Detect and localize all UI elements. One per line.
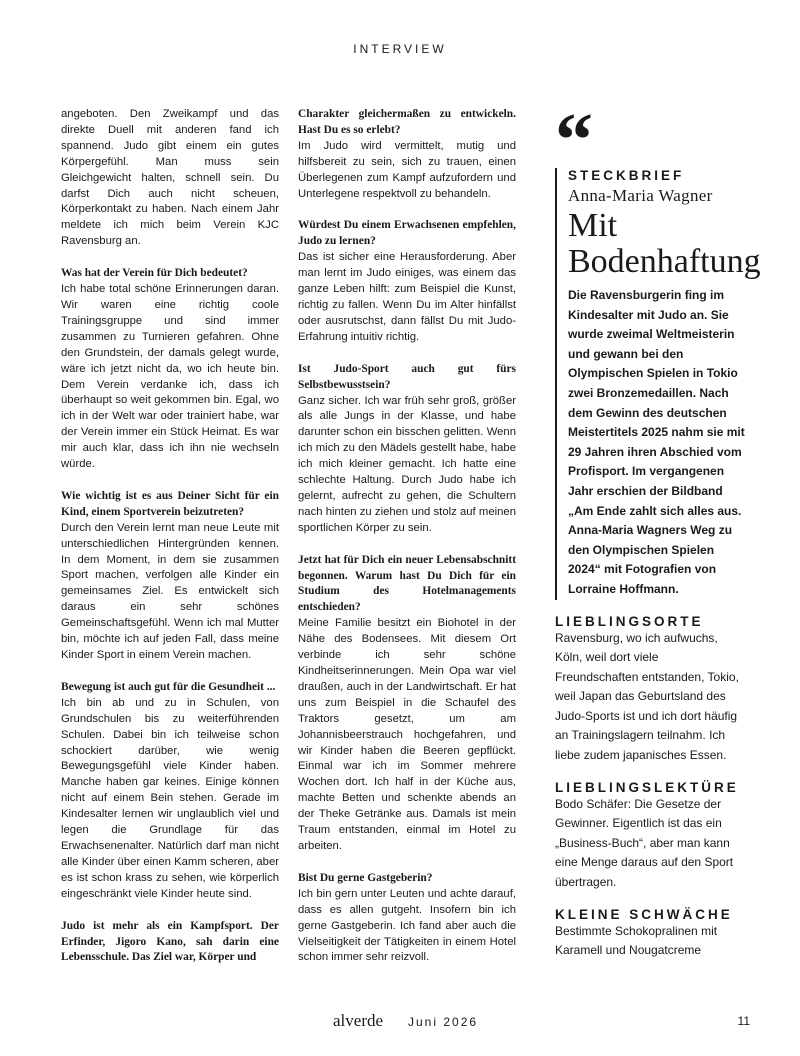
- interview-answer: Ich habe total schöne Erinnerungen daran. Wir waren eine richtig coole Trainingsgruppe und sind immer zusammen zu Turnieren gefahren. Ohne den Grundstein, der damals gelegt wurde, wäre ich jetzt nicht da, wo ich heute bin. Dem Verein verdanke ich, dass ich überhaupt so weit gekommen bin. Egal, wo ich in der Welt war oder trainiert habe, war der Verein immer ein Stück Heimat. Es war mir auch klar, dass ich ihn nie wechseln würde.: [61, 283, 279, 471]
- text-column-2: [298, 107, 516, 966]
- interview-question: Ist Judo-Sport auch gut fürs Selbstbewusstsein?: [298, 362, 516, 391]
- favorite-reading-label: LIEBLINGSLEKTÜRE: [555, 779, 739, 795]
- interview-question: Jetzt hat für Dich ein neuer Lebensabschnitt begonnen. Warum hast Du Dich für ein Studium des Hotelmanagements entschieden?: [298, 553, 516, 614]
- interview-answer: Durch den Verein lernt man neue Leute mit unterschiedlichen Hintergründen kennen. In dem Moment, in dem sie zusammen Sport machen, verfolgen alle Kinder ein gemeinsames Ziel. Es entwickelt sich daraus ein sehr schönes Gemeinschaftsgefühl. Wenn ich mal Mutter bin, möchte ich auf jeden Fall, dass meine Kinder Sport in einem Verein machen.: [61, 521, 279, 661]
- interview-answer: Das ist sicher eine Herausforderung. Aber man lernt im Judo einiges, was einem das ganze Leben hilft: zum Beispiel die Kunst, richtig zu fallen. Wenn Du im Alter hinfällst oder ausrutschst, dann fällst Du mit Judo-Erfahrung intuitiv richtig.: [298, 251, 516, 343]
- interview-answer: Im Judo wird vermittelt, mutig und hilfsbereit zu sein, sich zu trauen, einen Überlegenen zum Kampf aufzufordern und Unterlegene respektvoll zu behandeln.: [298, 139, 516, 200]
- quote-mark-icon: “: [555, 98, 593, 182]
- interview-question: Würdest Du einem Erwachsenen empfehlen, Judo zu lernen?: [298, 219, 516, 248]
- profile-box: [555, 168, 761, 600]
- profile-headline: Mit Bodenhaftung: [568, 207, 761, 280]
- favorite-places-text: Ravensburg, wo ich aufwuchs, Köln, weil dort viele Freundschaften entstanden, Tokio, weil Japan das Geburtsland des Judo-Sports ist und ich dort häufig an Trainingslagern teilnahm. Ich liebe zudem japanisches Essen.: [555, 630, 739, 763]
- interview-answer: Ganz sicher. Ich war früh sehr groß, größer als alle Jungs in der Klasse, und habe darunter schon ein bisschen gelitten. Wenn ich mich zu den Mädels gestellt habe, habe ich mich kleiner gemacht. Ich hatte eine schlechte Haltung. Durch Judo habe ich gelernt, aufrecht zu gehen, die Schultern nach hinten zu ziehen und stolz auf meinen sportlichen Körper zu sein.: [298, 394, 516, 534]
- small-weakness-text: Bestimmte Schokopralinen mit Karamell und Nougatcreme: [555, 923, 718, 958]
- text-column-1: [61, 107, 279, 966]
- interview-answer: Ich bin gern unter Leuten und achte darauf, dass es allen gutgeht. Insofern bin ich gerne Gastgeberin. Ich fand aber auch die Vielseitigkeit der Tätigkeiten in einem Hotel schon immer sehr reizvoll.: [298, 887, 516, 964]
- magazine-brand: alverde: [333, 1011, 384, 1030]
- interview-question: Bewegung ist auch gut für die Gesundheit ...: [61, 680, 276, 693]
- interview-question: Wie wichtig ist es aus Deiner Sicht für ein Kind, einem Sportverein beizutreten?: [61, 489, 279, 518]
- interview-question: Charakter gleichermaßen zu entwickeln. Hast Du es so erlebt?: [298, 108, 516, 136]
- interview-question: Was hat der Verein für Dich bedeutet?: [61, 267, 248, 280]
- favorite-reading-text: Bodo Schäfer: Die Gesetze der Gewinner. Eigentlich ist das ein „Business-Buch“, aber man kann eine Menge daraus auf den Sport übertragen.: [555, 796, 734, 890]
- interview-question: Judo ist mehr als ein Kampfsport. Der Erfinder, Jigoro Kano, sah darin eine Lebensschule. Das Ziel war, Körper und: [61, 919, 279, 964]
- small-weakness-label: KLEINE SCHWÄCHE: [555, 906, 733, 922]
- paragraph: angeboten. Den Zweikampf und das direkte Duell mit anderen fand ich spannend. Judo gibt einem ein gutes Körpergefühl. Man muss sein Gleichgewicht halten, schnell sein. Du darfst Dich auch nicht scheuen, Körperkontakt zu haben. Nach einem Jahr meldete ich mich beim Verein KJC Ravensburg an.: [61, 108, 279, 248]
- interview-answer: Meine Familie besitzt ein Biohotel in der Nähe des Bodensees. Mit diesem Ort verbinde ich sehr schöne Kindheitserinnerungen. Mein Opa war viel draußen, auch in der Landwirtschaft. Er hat uns zum Beispiel in die Schaufel des Traktors gesetzt, um am Johannisbeerstrauch hochgefahren, und wir Kinder haben die Beeren gepflückt. Einmal war ich im Sommer mehrere Wochen dort. Ich half in der Küche aus, machte Betten und schenkte abends an der Theke Getränke aus. Damals ist mein Traum entstanden, einmal im Hotel zu arbeiten.: [298, 617, 516, 852]
- favorite-places-label: LIEBLINGSORTE: [555, 613, 704, 629]
- issue-date: Juni 2026: [408, 1015, 479, 1029]
- profile-sidebar: [555, 98, 761, 961]
- interview-answer: Ich bin ab und zu in Schulen, von Grundschulen bis zu weiterführenden Schulen. Dabei bin ich teilweise schon schockiert darüber, wie wenig Bewegungsgefühl viele Kinder haben. Manche haben gar keines. Einige können nicht auf einem Bein stehen. Gerade im Kindesalter lernen wir unglaublich viel und legen die Grundlage für das Erwachsenenalter. Natürlich darf man nicht alle Kinder über einen Kamm scheren, aber es ist schon krass zu sehen, wie körperlich eingeschränkt viele Kinder heute sind.: [61, 696, 279, 900]
- profile-label: STECKBRIEF: [568, 168, 685, 183]
- page-number: 11: [737, 1014, 750, 1028]
- profile-name: Anna-Maria Wagner: [568, 186, 713, 205]
- section-title: INTERVIEW: [353, 42, 447, 56]
- interview-question: Bist Du gerne Gastgeberin?: [298, 871, 433, 884]
- profile-bio: Die Ravensburgerin fing im Kindesalter mit Judo an. Sie wurde zweimal Weltmeisterin und gewann bei den Olympischen Spielen in Tokio zwei Bronzemedaillen. Nach dem Gewinn des deutschen Meistertitels 2025 nahm sie mit 29 Jahren ihren Abschied vom Profisport. Im vergangenen Jahr erschien der Bildband „Am Ende zahlt sich alles aus. Anna-Maria Wagners Weg zu den Olympischen Spielen 2024“ mit Fotografien von Lorraine Hoffmann.: [568, 288, 745, 596]
